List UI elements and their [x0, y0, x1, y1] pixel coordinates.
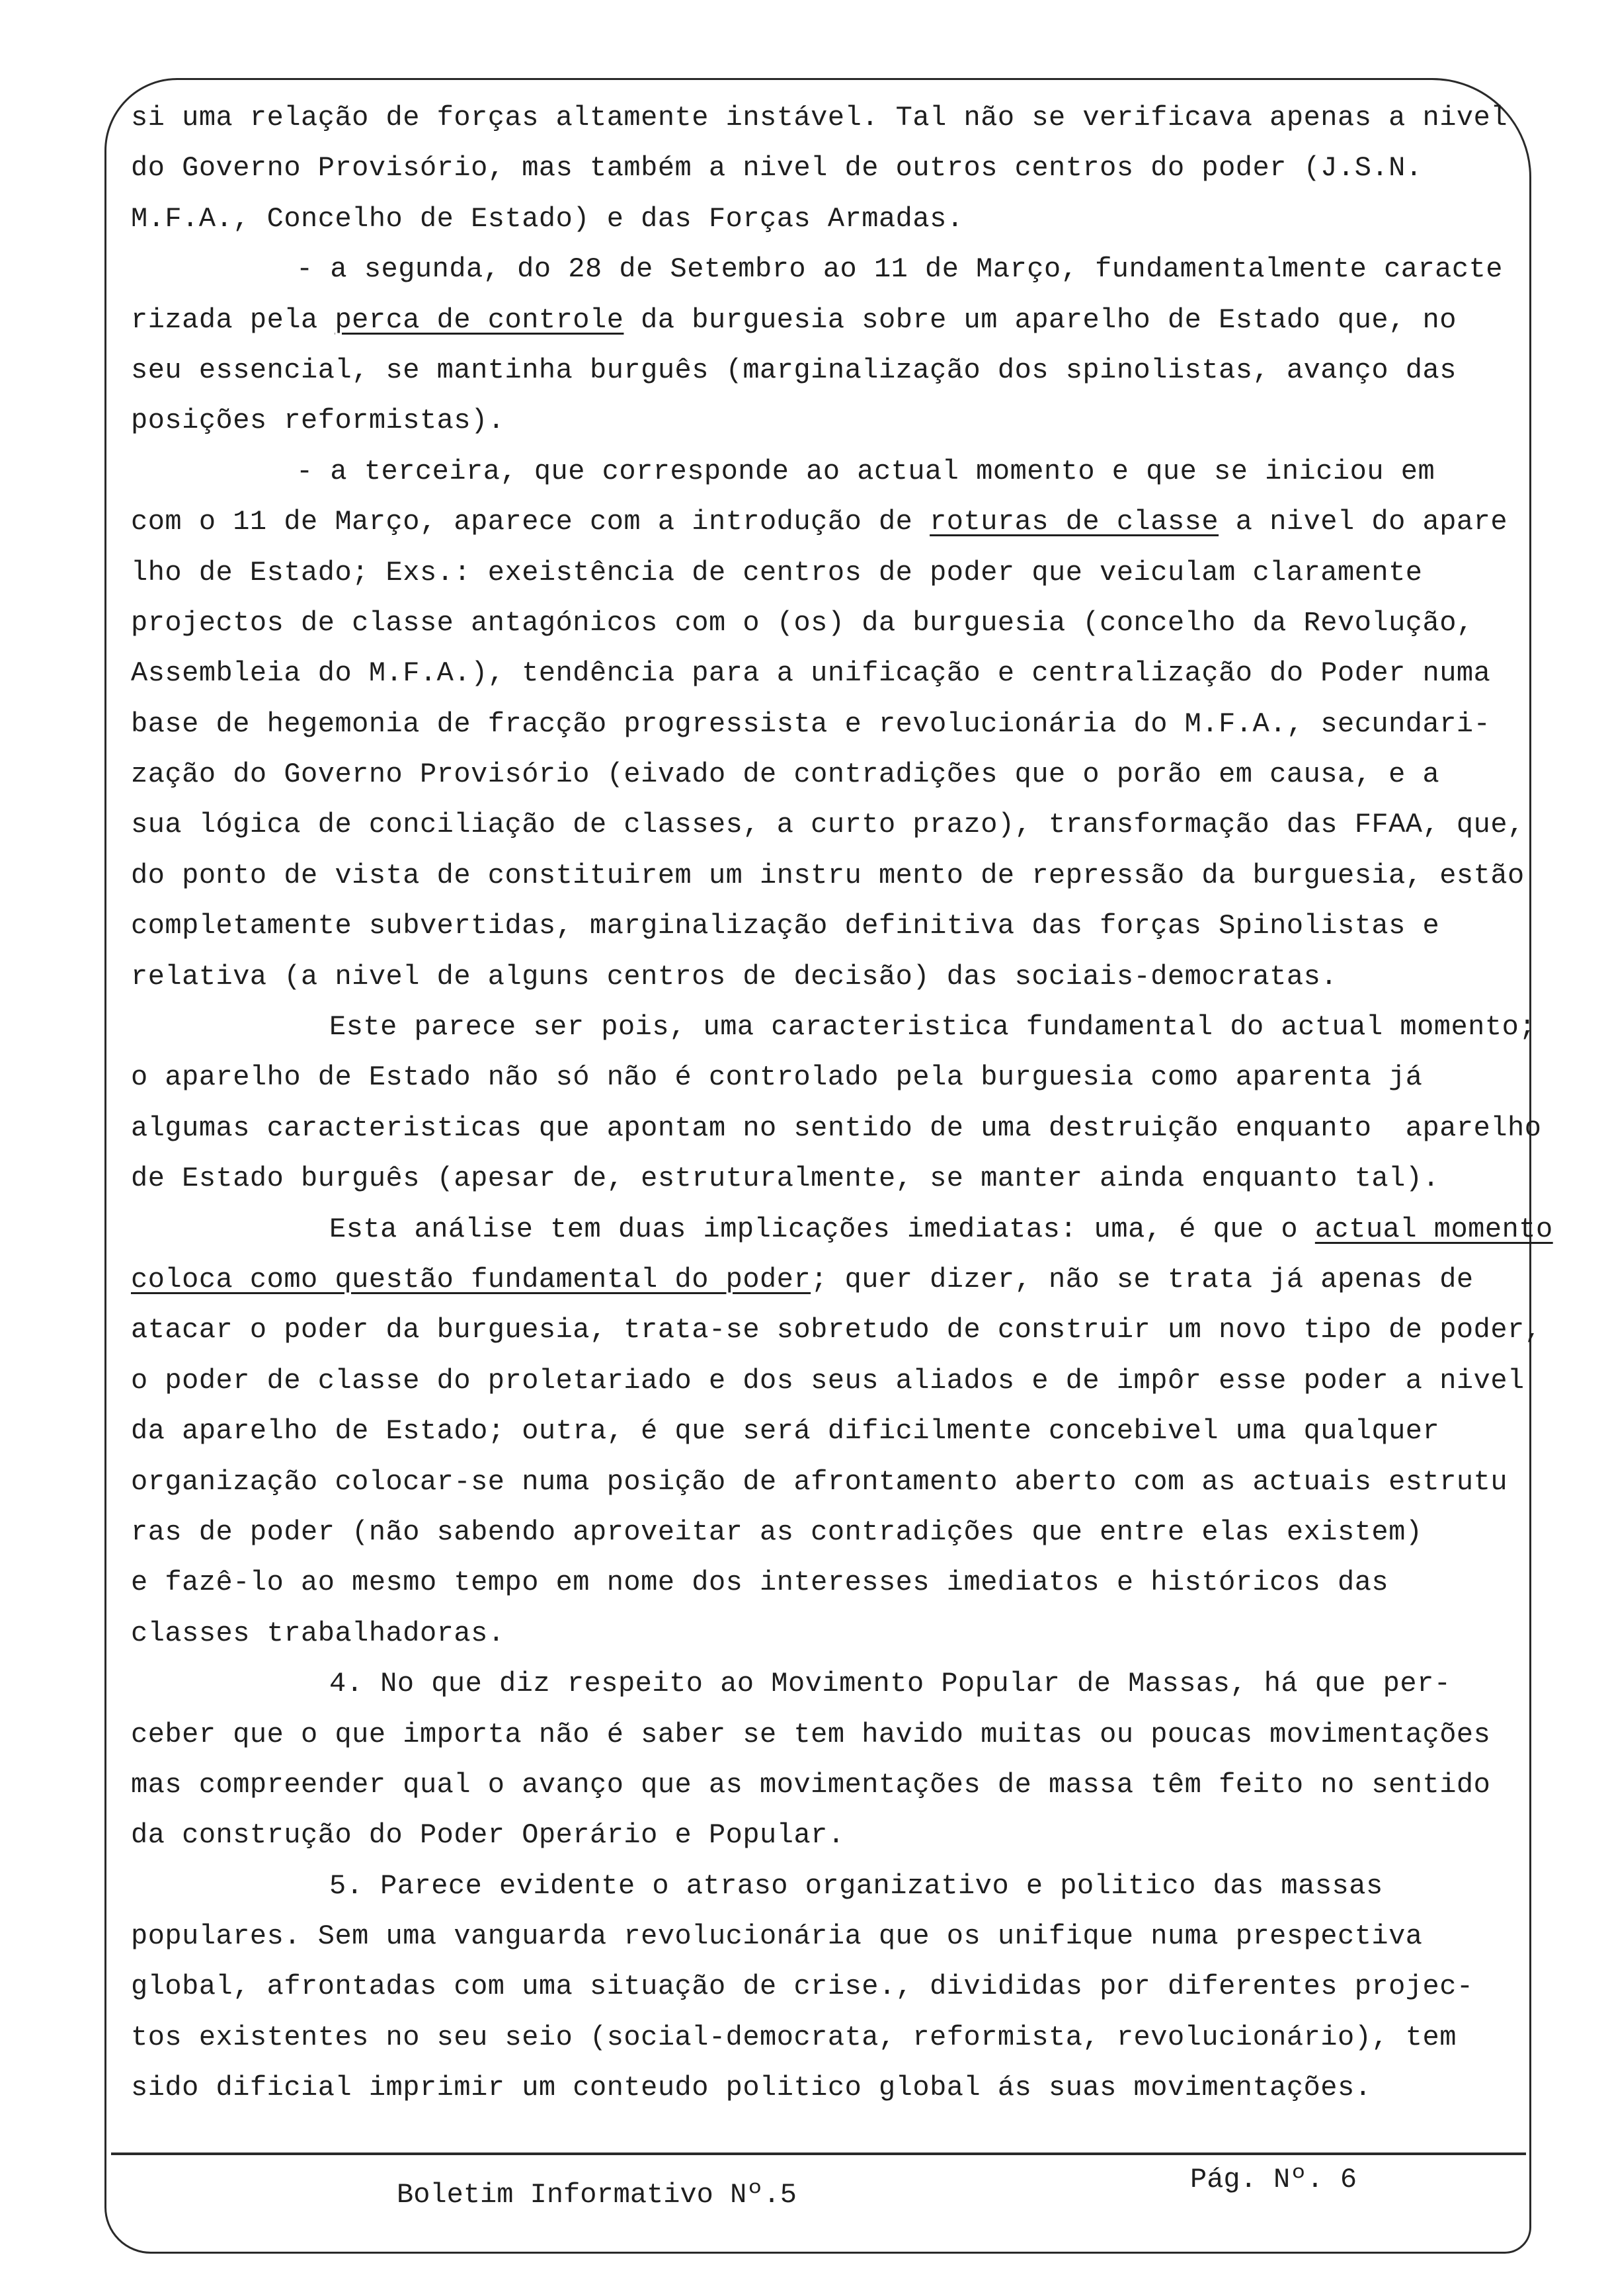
text-line: [131, 1356, 1526, 1406]
text-segment: a nivel do apare: [1219, 506, 1508, 538]
text-line: [131, 1557, 1526, 1608]
text-line: [131, 244, 1526, 294]
text-segment: tos existentes no seu seio (social-democrata, reformista, revolucionário), tem: [131, 2021, 1457, 2053]
text-segment: algumas caracteristicas que apontam no sentido de uma destruição enquanto aparelho: [131, 1112, 1542, 1144]
text-segment: rizada pela: [131, 304, 335, 336]
text-segment: si uma relação de forças altamente instável. Tal não se verificava apenas a nivel: [131, 102, 1508, 134]
text-line: [131, 850, 1526, 901]
text-line: [131, 295, 1526, 345]
text-segment: ceber que o que importa não é saber se tem havido muitas ou poucas movimentações: [131, 1718, 1491, 1750]
text-segment: Este parece ser pois, uma caracteristica fundamental do actual momento;: [329, 1011, 1536, 1044]
text-line: [131, 1507, 1526, 1557]
text-line: [131, 143, 1526, 193]
underlined-text: roturas de classe: [930, 506, 1219, 538]
text-line: [131, 446, 1526, 497]
text-segment: mas compreender qual o avanço que as movimentações de massa têm feito no sentido: [131, 1768, 1491, 1801]
text-segment: sido dificial imprimir um conteudo politico global ás suas movimentações.: [131, 2072, 1372, 2104]
text-segment: - a segunda, do 28 de Setembro ao 11 de Março, fundamentalmente caracte: [296, 253, 1503, 286]
document-body: [131, 93, 1553, 2113]
text-line: [131, 395, 1526, 446]
text-segment: populares. Sem uma vanguarda revolucionária que os unifique numa prespectiva: [131, 1920, 1423, 1953]
text-segment: posições reformistas).: [131, 405, 505, 437]
text-line: [131, 699, 1526, 749]
underlined-text: perca de controle: [335, 304, 624, 336]
text-segment: completamente subvertidas, marginalização definitiva das forças Spinolistas e: [131, 910, 1440, 942]
text-segment: Assembleia do M.F.A.), tendência para a unificação e centralização do Poder numa: [131, 657, 1491, 690]
footer-publication-title: Boletim Informativo Nº.5: [397, 2179, 797, 2211]
text-segment: M.F.A., Concelho de Estado) e das Forças Armadas.: [131, 202, 964, 235]
text-segment: do Governo Provisório, mas também a nivel de outros centros do poder (J.S.N.: [131, 152, 1423, 184]
text-line: [131, 1457, 1526, 1507]
text-segment: organização colocar-se numa posição de afrontamento aberto com as actuais estrutu: [131, 1465, 1508, 1498]
text-line: [131, 1861, 1526, 1911]
text-line: [131, 2012, 1526, 2063]
text-segment: sua lógica de conciliação de classes, a curto prazo), transformação das FFAA, que,: [131, 809, 1525, 841]
text-segment: o poder de classe do proletariado e dos seus aliados e de impôr esse poder a nivel: [131, 1364, 1525, 1397]
footer-divider: [111, 2152, 1526, 2155]
text-segment: e fazê-lo ao mesmo tempo em nome dos interesses imediatos e históricos das: [131, 1567, 1389, 1599]
text-line: [131, 648, 1526, 698]
text-line: [131, 749, 1526, 800]
text-line: [131, 1052, 1526, 1102]
text-segment: da construção do Poder Operário e Popular.: [131, 1819, 845, 1852]
text-segment: de Estado burguês (apesar de, estruturalmente, se manter ainda enquanto tal).: [131, 1163, 1440, 1195]
text-segment: Esta análise tem duas implicações imediatas: uma, é que o: [329, 1213, 1315, 1245]
text-line: [131, 1961, 1526, 2012]
text-line: [131, 1709, 1526, 1760]
text-line: [131, 1103, 1542, 1153]
text-segment: 5. Parece evidente o atraso organizativo e politico das massas: [329, 1869, 1383, 1902]
text-segment: com o 11 de Março, aparece com a introdução de: [131, 506, 930, 538]
text-line: [131, 901, 1526, 951]
text-line: [131, 1204, 1553, 1254]
text-segment: lho de Estado; Exs.: exeistência de centros de poder que veiculam claramente: [131, 556, 1423, 589]
underlined-text: actual momento: [1314, 1213, 1553, 1245]
text-segment: da aparelho de Estado; outra, é que será dificilmente concebivel uma qualquer: [131, 1415, 1440, 1448]
text-line: [131, 548, 1526, 598]
text-line: [131, 1760, 1526, 1810]
text-segment: do ponto de vista de constituirem um instru mento de repressão da burguesia, estão: [131, 859, 1525, 891]
text-line: [131, 1254, 1526, 1305]
text-segment: classes trabalhadoras.: [131, 1617, 505, 1649]
text-line: [131, 1406, 1526, 1456]
text-line: [131, 1659, 1526, 1709]
text-line: [131, 1810, 1526, 1860]
text-line: [131, 1002, 1536, 1052]
text-line: [131, 194, 1526, 244]
text-segment: projectos de classe antagónicos com o (os) da burguesia (concelho da Revolução,: [131, 606, 1474, 639]
text-line: [131, 497, 1526, 547]
text-segment: 4. No que diz respeito ao Movimento Popular de Massas, há que per-: [329, 1668, 1451, 1700]
text-line: [131, 93, 1526, 143]
text-line: [131, 1608, 1526, 1659]
text-segment: da burguesia sobre um aparelho de Estado que, no: [623, 304, 1457, 336]
text-line: [131, 2063, 1526, 2113]
text-segment: zação do Governo Provisório (eivado de contradições que o porão em causa, e a: [131, 758, 1440, 791]
text-line: [131, 1153, 1526, 1204]
footer-page-number: Pág. Nº. 6: [1190, 2164, 1357, 2195]
text-segment: relativa (a nivel de alguns centros de decisão) das sociais-democratas.: [131, 960, 1338, 993]
underlined-text: coloca como questão fundamental do poder: [131, 1263, 811, 1295]
text-segment: - a terceira, que corresponde ao actual momento e que se iniciou em: [296, 455, 1435, 487]
text-segment: o aparelho de Estado não só não é controlado pela burguesia como aparenta já: [131, 1061, 1423, 1094]
text-segment: base de hegemonia de fracção progressista e revolucionária do M.F.A., secundari-: [131, 708, 1491, 740]
text-line: [131, 1911, 1526, 1961]
text-segment: seu essencial, se mantinha burguês (marginalização dos spinolistas, avanço das: [131, 354, 1457, 386]
text-segment: ras de poder (não sabendo aproveitar as contradições que entre elas existem): [131, 1516, 1423, 1548]
text-line: [131, 800, 1526, 850]
text-line: [131, 952, 1526, 1002]
text-segment: global, afrontadas com uma situação de crise., divididas por diferentes projec-: [131, 1971, 1474, 2003]
text-segment: ; quer dizer, não se trata já apenas de: [811, 1263, 1474, 1295]
text-segment: atacar o poder da burguesia, trata-se sobretudo de construir um novo tipo de poder,: [131, 1314, 1542, 1346]
text-line: [131, 598, 1526, 648]
text-line: [131, 345, 1526, 395]
text-line: [131, 1305, 1542, 1355]
